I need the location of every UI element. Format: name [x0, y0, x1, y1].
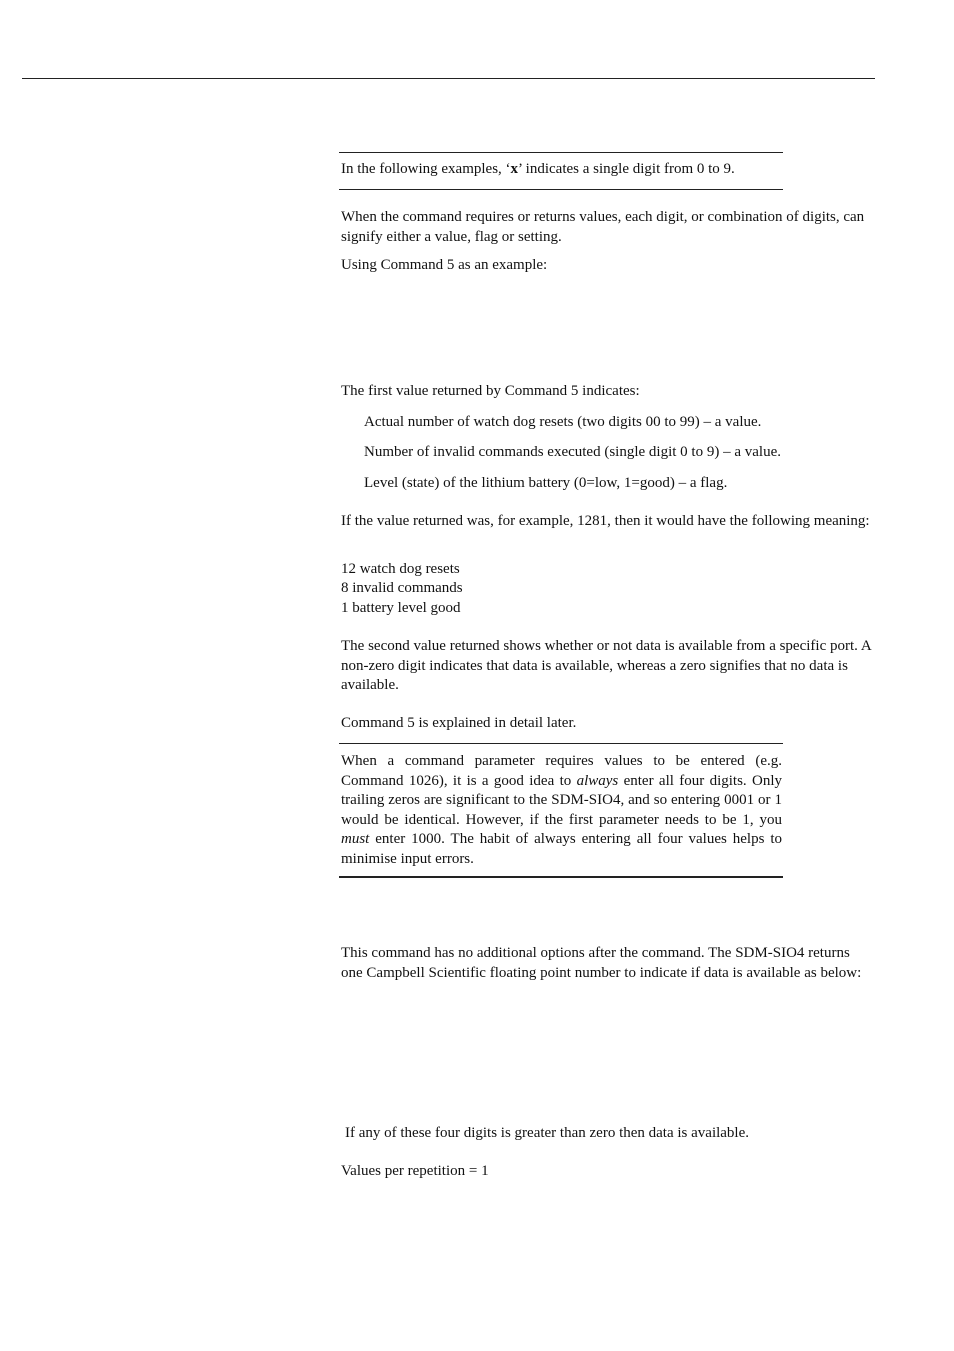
header-rule: [22, 78, 875, 79]
second-value-paragraph: The second value returned shows whether or not data is available from a specific port. A non-zero digit indicates that data is available, whereas a zero signifies that no data is available.: [341, 638, 871, 693]
meaning-line: 8 invalid commands: [341, 580, 463, 596]
intro-paragraph: When the command requires or returns values, each digit, or combination of digits, can signify either a value, flag or setting.: [341, 209, 865, 245]
values-per-repetition: Values per repetition = 1: [341, 1163, 489, 1179]
digits-note: If any of these four digits is greater than zero then data is available.: [345, 1125, 750, 1141]
tip-paragraph: When a command parameter requires values to be entered (e.g. Command 1026), it is a good idea to always enter all four digits. Only trailing zeros are significant to the SDM-SIO4, and so entering 0001 or 1 would be identical. However, if the first parameter needs to be 1, you must enter 1000. The habit of always entering all four values helps to minimise input errors.: [341, 753, 782, 867]
note-digit-definition: In the following examples, ‘x’ indicates a single digit from 0 to 9.: [341, 161, 735, 177]
first-value-item: Level (state) of the lithium battery (0=low, 1=good) – a flag.: [364, 475, 728, 491]
first-value-item: Actual number of watch dog resets (two digits 00 to 99) – a value.: [364, 414, 762, 430]
first-value-heading: The first value returned by Command 5 indicates:: [341, 383, 640, 399]
example-intro: Using Command 5 as an example:: [341, 257, 548, 273]
first-value-item: Number of invalid commands executed (single digit 0 to 9) – a value.: [364, 444, 781, 460]
note-top-rule: [339, 152, 783, 153]
explained-later: Command 5 is explained in detail later.: [341, 715, 577, 731]
tip-bottom-rule: [339, 876, 783, 878]
example-value-paragraph: If the value returned was, for example, 1281, then it would have the following meaning:: [341, 513, 870, 529]
note-bottom-rule: [339, 189, 783, 190]
tip-top-rule: [339, 743, 783, 744]
no-options-paragraph: This command has no additional options after the command. The SDM-SIO4 returns one Campbell Scientific floating point number to indicate if data is available as below:: [341, 945, 862, 981]
meaning-line: 1 battery level good: [341, 600, 461, 616]
meaning-line: 12 watch dog resets: [341, 561, 460, 577]
